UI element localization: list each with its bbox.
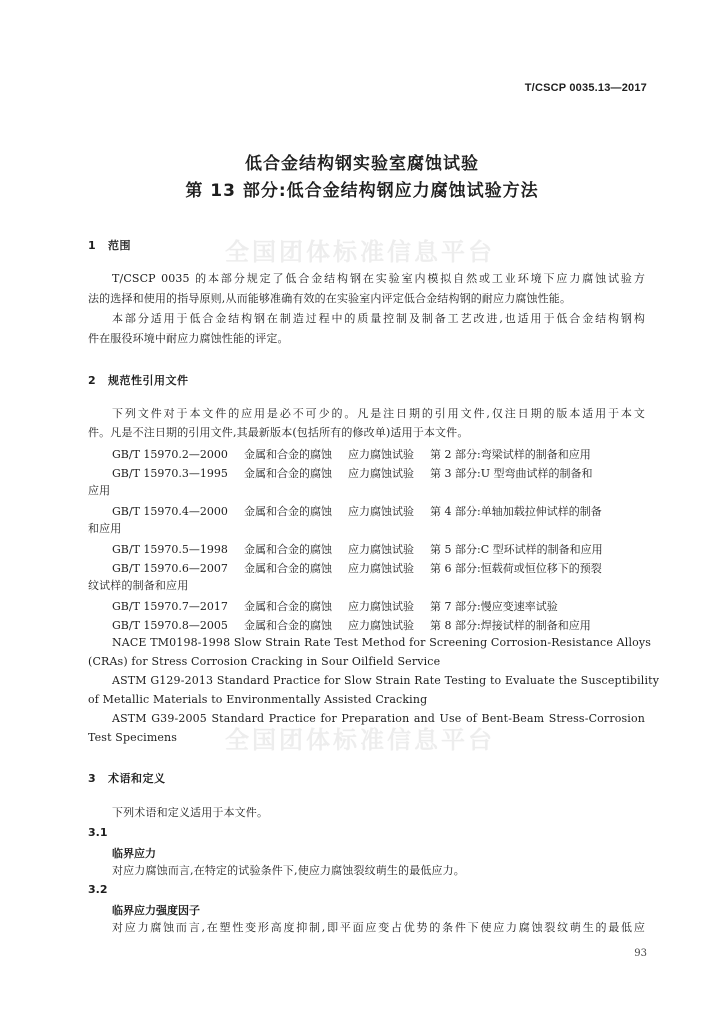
section-number: 2 [88, 374, 97, 387]
reference-item: GB/T 15970.2—2000 金属和合金的腐蚀 应力腐蚀试验 第 2 部分:弯梁试样的制备和应用 [112, 448, 591, 461]
reference-item: GB/T 15970.3—1995 金属和合金的腐蚀 应力腐蚀试验 第 3 部分:U 型弯曲试样的制备和 [112, 467, 593, 480]
reference-item: GB/T 15970.8—2005 金属和合金的腐蚀 应力腐蚀试验 第 8 部分:焊接试样的制备和应用 [112, 619, 591, 632]
term-name: 临界应力强度因子 [112, 904, 200, 917]
english-reference-line: NACE TM0198-1998 Slow Strain Rate Test Method for Screening Corrosion-Resistance Alloys [112, 636, 652, 649]
paragraph-line: 法的选择和使用的指导原则,从而能够准确有效的在实验室内评定低合金结构钢的耐应力腐蚀性能。 [88, 292, 572, 305]
english-reference-line: (CRAs) for Stress Corrosion Cracking in Sour Oilfield Service [88, 655, 441, 668]
section-title: 范围 [108, 239, 131, 252]
english-reference-line: ASTM G129-2013 Standard Practice for Slow Strain Rate Testing to Evaluate the Susceptibility [112, 674, 660, 687]
section-3-heading [88, 770, 166, 786]
section-title: 术语和定义 [108, 772, 166, 785]
english-reference-line: of Metallic Materials to Environmentally Assisted Cracking [88, 693, 428, 706]
term-name: 临界应力 [112, 847, 156, 860]
watermark-top: 全国团体标准信息平台 [225, 238, 495, 266]
paragraph-line: 本部分适用于低合金结构钢在制造过程中的质量控制及制备工艺改进,也适用于低合金结构钢构 [112, 312, 645, 325]
clause-number: 3.2 [88, 883, 108, 896]
reference-item: GB/T 15970.5—1998 金属和合金的腐蚀 应力腐蚀试验 第 5 部分:C 型环试样的制备和应用 [112, 543, 603, 556]
document-title-line1: 低合金结构钢实验室腐蚀试验 [245, 154, 479, 174]
reference-item: GB/T 15970.6—2007 金属和合金的腐蚀 应力腐蚀试验 第 6 部分:恒载荷或恒位移下的预裂 [112, 562, 602, 575]
section-1-heading [88, 237, 131, 253]
reference-continuation: 纹试样的制备和应用 [88, 579, 189, 592]
section-number: 3 [88, 772, 97, 785]
paragraph-line: 下列术语和定义适用于本文件。 [112, 806, 269, 819]
english-reference-line: ASTM G39-2005 Standard Practice for Preparation and Use of Bent-Beam Stress-Corrosion [112, 712, 645, 725]
watermark-bottom: 全国团体标准信息平台 [225, 726, 495, 754]
reference-item: GB/T 15970.7—2017 金属和合金的腐蚀 应力腐蚀试验 第 7 部分:慢应变速率试验 [112, 600, 558, 613]
clause-number: 3.1 [88, 826, 108, 839]
english-reference-line: Test Specimens [88, 731, 178, 744]
paragraph-line: 下列文件对于本文件的应用是必不可少的。凡是注日期的引用文件,仅注日期的版本适用于本文 [112, 407, 645, 420]
paragraph-line: 件。凡是不注日期的引用文件,其最新版本(包括所有的修改单)适用于本文件。 [88, 426, 469, 439]
section-number: 1 [88, 239, 97, 252]
reference-continuation: 应用 [88, 484, 111, 497]
reference-item: GB/T 15970.4—2000 金属和合金的腐蚀 应力腐蚀试验 第 4 部分:单轴加载拉伸试样的制备 [112, 505, 602, 518]
section-title: 规范性引用文件 [108, 374, 189, 387]
term-definition: 对应力腐蚀而言,在特定的试验条件下,使应力腐蚀裂纹萌生的最低应力。 [112, 864, 465, 877]
paragraph-line: 件在服役环境中耐应力腐蚀性能的评定。 [88, 332, 289, 345]
page-number: 93 [634, 948, 647, 959]
term-definition: 对应力腐蚀而言,在塑性变形高度抑制,即平面应变占优势的条件下使应力腐蚀裂纹萌生的最低应 [112, 921, 645, 934]
paragraph-line: T/CSCP 0035 的本部分规定了低合金结构钢在实验室内模拟自然或工业环境下应力腐蚀试验方 [112, 272, 645, 285]
document-title-line2: 第 13 部分:低合金结构钢应力腐蚀试验方法 [185, 181, 539, 201]
reference-continuation: 和应用 [88, 522, 122, 535]
section-2-heading [88, 372, 189, 388]
standard-number: T/CSCP 0035.13—2017 [524, 82, 647, 94]
